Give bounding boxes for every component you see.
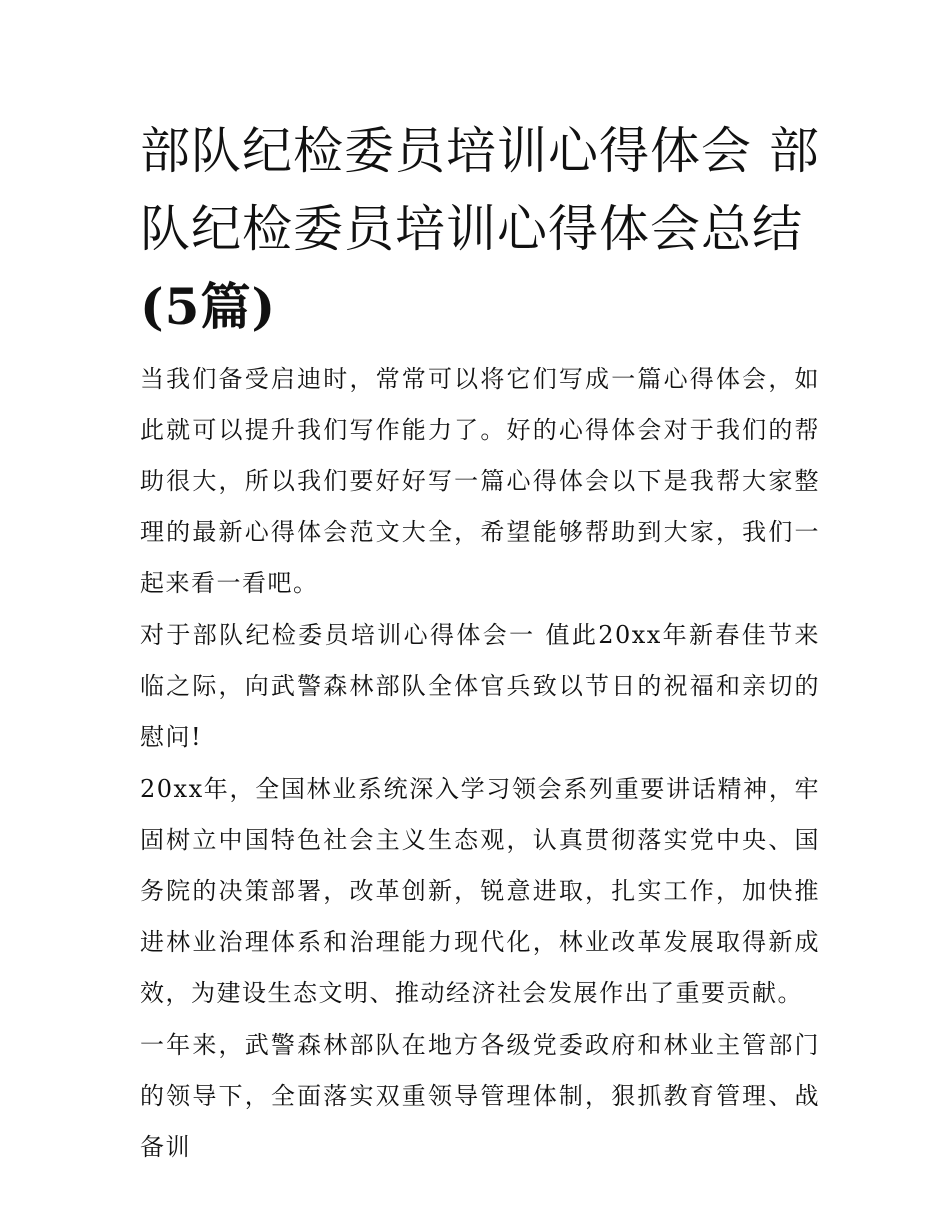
document-title-suffix: (5篇) <box>140 277 277 336</box>
paragraph-review: 20xx年，全国林业系统深入学习领会系列重要讲话精神，牢固树立中国特色社会主义生态观，认真贯彻落实党中央、国务院的决策部署，改革创新，锐意进取，扎实工作，加快推进林业治理体系和治理能力现代化，林业改革发展取得新成效，为建设生态文明、推动经济社会发展作出了重要贡献。 <box>140 775 820 1007</box>
paragraph-intro: 当我们备受启迪时，常常可以将它们写成一篇心得体会，如此就可以提升我们写作能力了。好的心得体会对于我们的帮助很大，所以我们要好好写一篇心得体会以下是我帮大家整理的最新心得体会范文大全，希望能够帮助到大家，我们一起来看一看吧。 <box>140 365 820 597</box>
document-body <box>140 354 820 1174</box>
document-title <box>140 112 820 346</box>
paragraph-year-summary: 一年来，武警森林部队在地方各级党委政府和林业主管部门的领导下，全面落实双重领导管理体制，狠抓教育管理、战备训 <box>140 1031 820 1161</box>
document-title-main: 部队纪检委员培训心得体会 部队纪检委员培训心得体会总结 <box>140 122 820 258</box>
paragraph-greeting: 对于部队纪检委员培训心得体会一 值此20xx年新春佳节来临之际，向武警森林部队全体官兵致以节日的祝福和亲切的慰问! <box>140 621 820 751</box>
